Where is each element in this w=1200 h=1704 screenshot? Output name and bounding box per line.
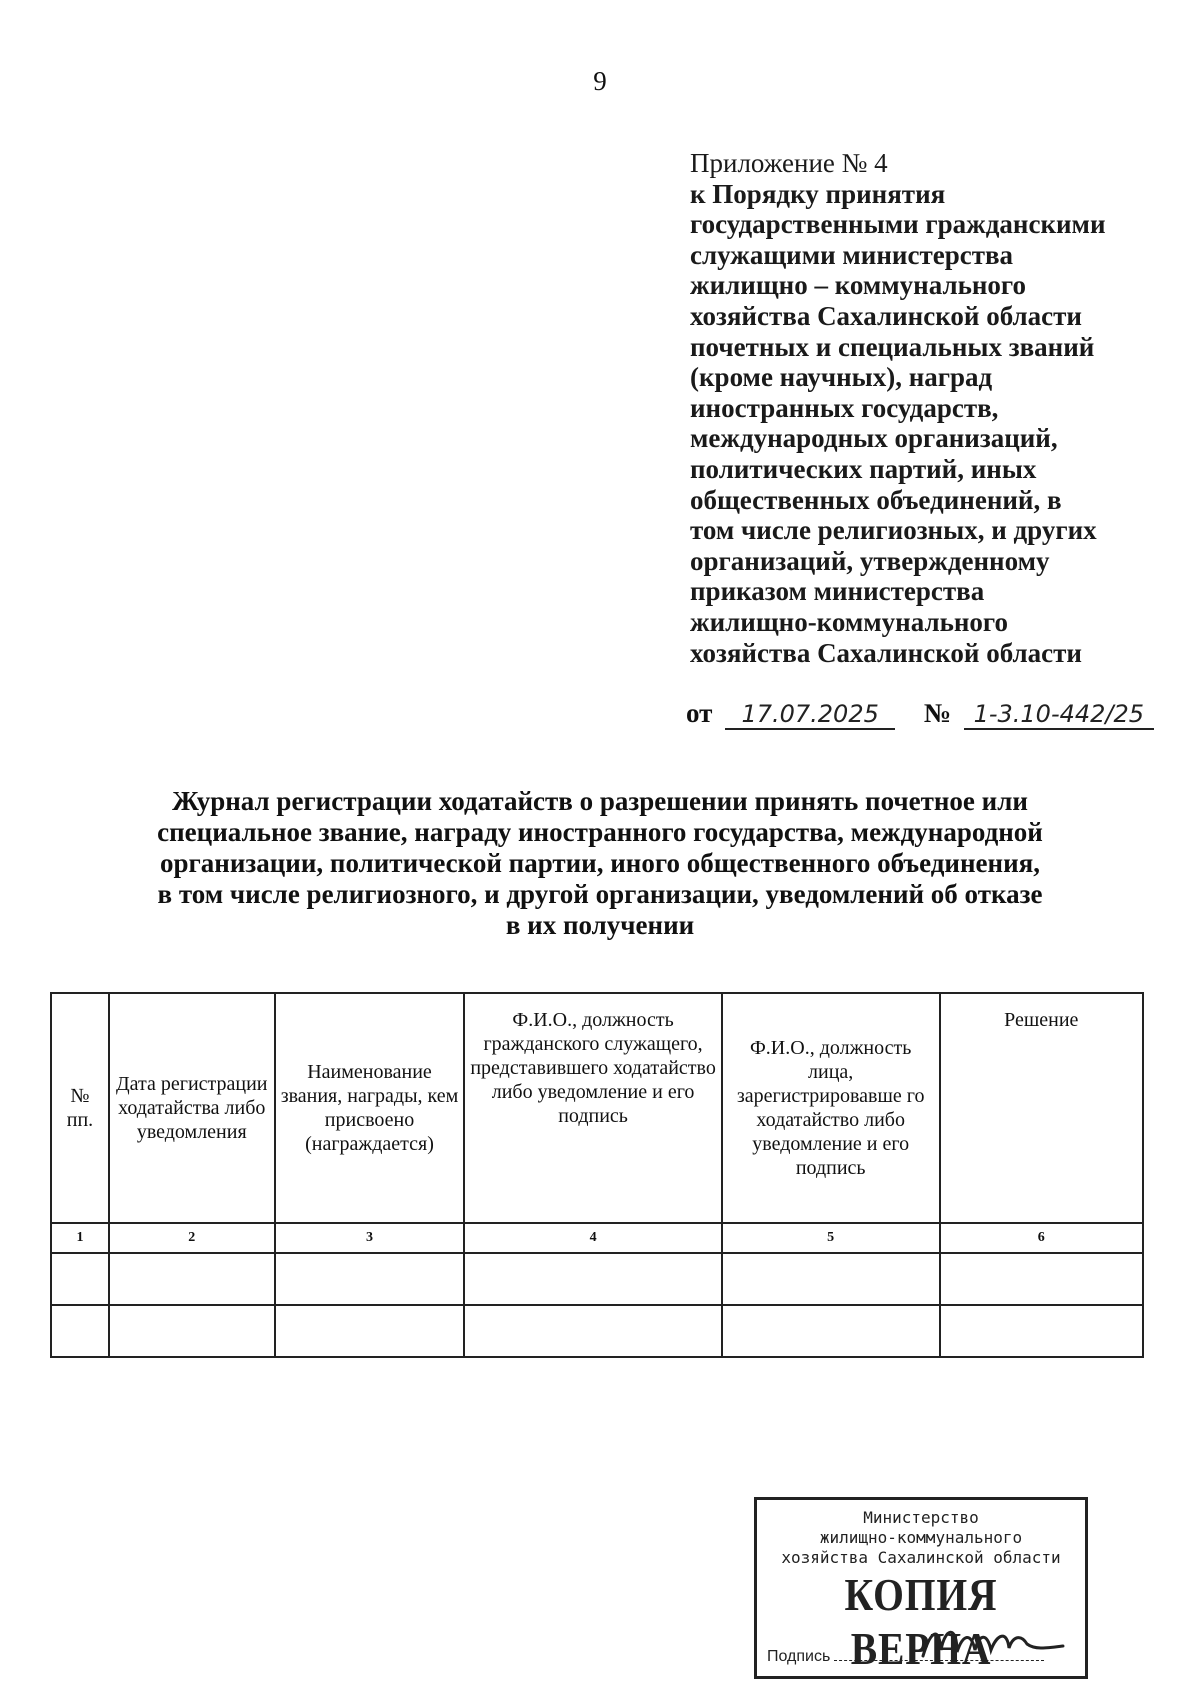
appendix-line: служащими министерства: [690, 239, 1014, 270]
journal-title-line: Журнал регистрации ходатайств о разрешении принять почетное или: [172, 786, 1028, 816]
appendix-line: Приложение № 4: [690, 148, 888, 178]
appendix-line: почетных и специальных званий: [690, 331, 1095, 362]
column-numbers-row: [51, 1223, 1143, 1253]
table-cell: [51, 1253, 109, 1305]
table-cell: [275, 1253, 465, 1305]
column-number: 3: [275, 1223, 465, 1253]
table-cell: [940, 1253, 1143, 1305]
appendix-line: государственными гражданскими: [690, 209, 1106, 240]
appendix-line: жилищно-коммунального: [690, 606, 1009, 637]
table-header-row: [51, 993, 1143, 1223]
table-cell: [722, 1253, 940, 1305]
journal-table: [50, 992, 1144, 1358]
appendix-line: хозяйства Сахалинской области: [690, 300, 1082, 331]
appendix-line: (кроме научных), наград: [690, 362, 993, 393]
handwritten-date: 17.07.2025: [725, 700, 895, 730]
page-number: 9: [593, 66, 607, 96]
handwritten-signature-icon: [917, 1620, 1067, 1664]
table-row: [51, 1305, 1143, 1357]
stamp-line: жилищно-коммунального: [819, 1528, 1023, 1547]
column-number: 4: [464, 1223, 721, 1253]
from-label: от: [686, 698, 713, 728]
table-cell: [940, 1305, 1143, 1357]
journal-title-line: в их получении: [505, 910, 695, 940]
column-number: 2: [109, 1223, 275, 1253]
appendix-line: общественных объединений, в: [690, 484, 1062, 515]
table-cell: [275, 1305, 465, 1357]
table-cell: [464, 1253, 721, 1305]
appendix-line: международных организаций,: [690, 423, 1058, 454]
column-header-date: Дата регистрации ходатайства либо уведомления: [109, 993, 275, 1223]
journal-title-line: специальное звание, награду иностранного государства, международной: [157, 817, 1043, 847]
appendix-line: жилищно – коммунального: [690, 270, 1027, 301]
appendix-block: [690, 148, 1150, 668]
certified-copy-stamp: [754, 1497, 1088, 1679]
table-cell: [109, 1305, 275, 1357]
column-header-applicant: Ф.И.О., должность гражданского служащего, представившего ходатайство либо уведомление и его подпись: [464, 993, 721, 1223]
appendix-line: хозяйства Сахалинской области: [690, 637, 1082, 668]
column-header-decision: Решение: [940, 993, 1143, 1223]
signature-label: Подпись: [767, 1648, 831, 1665]
table-row: [51, 1253, 1143, 1305]
column-number: 5: [722, 1223, 940, 1253]
table-cell: [722, 1305, 940, 1357]
column-number: 6: [940, 1223, 1143, 1253]
appendix-line: том числе религиозных, и других: [690, 515, 1097, 546]
table-cell: [51, 1305, 109, 1357]
column-header-award: Наименование звания, награды, кем присвоено (награждается): [275, 993, 465, 1223]
journal-title: [120, 786, 1080, 941]
stamp-main-text: КОПИЯ ВЕРНА: [844, 1569, 998, 1674]
appendix-line: приказом министерства: [690, 576, 985, 607]
column-header-registrar: Ф.И.О., должность лица, зарегистрировавше го ходатайство либо уведомление и его подпись: [722, 993, 940, 1223]
appendix-line: политических партий, иных: [690, 453, 1037, 484]
table-cell: [464, 1305, 721, 1357]
appendix-line: организаций, утвержденному: [690, 545, 1050, 576]
order-reference: [686, 698, 1154, 730]
appendix-line: к Порядку принятия: [690, 178, 946, 209]
journal-title-line: в том числе религиозного, и другой организации, уведомлений об отказе: [157, 879, 1043, 909]
table-cell: [109, 1253, 275, 1305]
handwritten-number: 1-3.10-442/25: [964, 700, 1154, 730]
column-header-number: № пп.: [51, 993, 109, 1223]
appendix-line: иностранных государств,: [690, 392, 999, 423]
stamp-line: Министерство: [863, 1508, 979, 1527]
stamp-line: хозяйства Сахалинской области: [781, 1548, 1061, 1567]
journal-title-line: организации, политической партии, иного общественного объединения,: [159, 848, 1040, 878]
number-label: №: [923, 698, 952, 728]
column-number: 1: [51, 1223, 109, 1253]
